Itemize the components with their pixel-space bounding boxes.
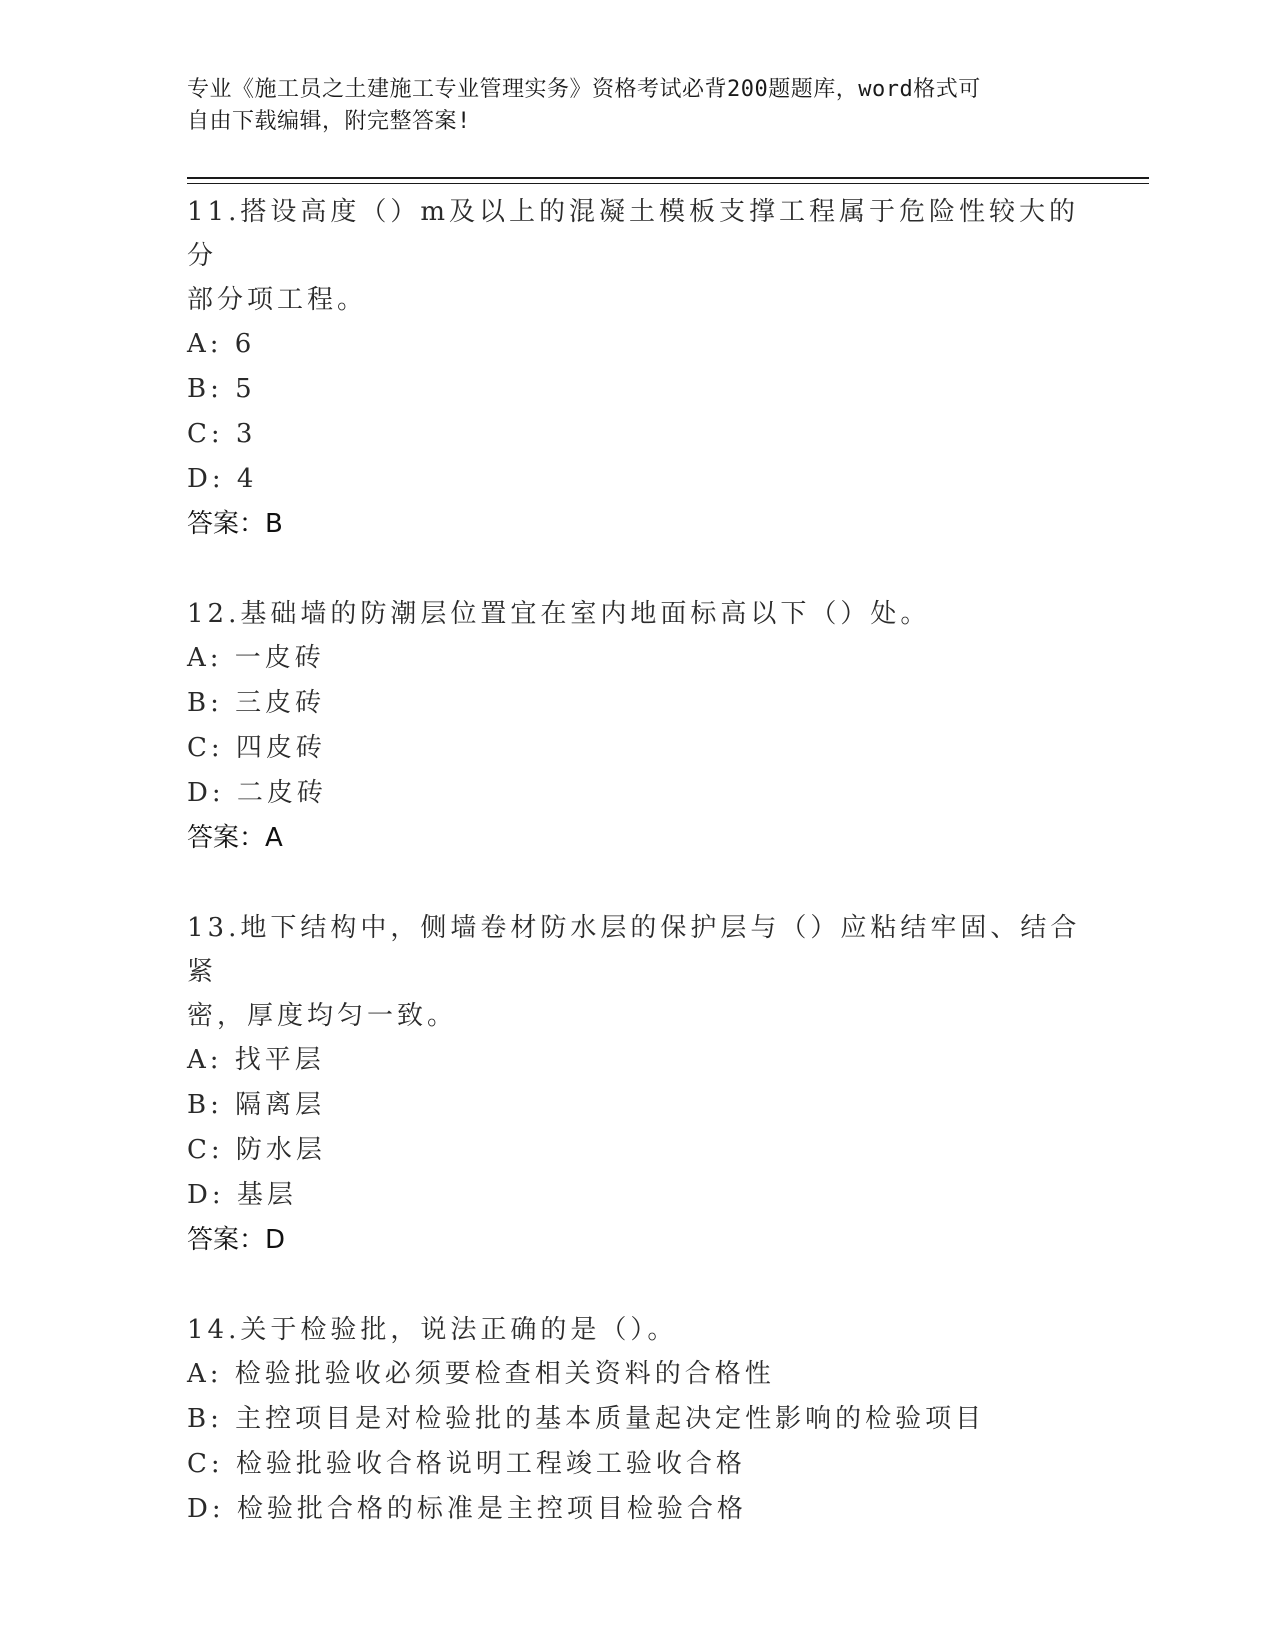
header-divider-thick: [187, 177, 1149, 179]
answer: 答案：A: [187, 823, 283, 853]
header-divider-thin: [187, 183, 1149, 184]
option-c: C: 3: [187, 419, 257, 449]
question-spacer: [187, 546, 1087, 592]
header-line-1: 专业《施工员之土建施工专业管理实务》资格考试必背200题题库，word格式可: [187, 77, 981, 102]
option-b: B: 隔离层: [187, 1090, 326, 1120]
option-b: B: 5: [187, 374, 256, 404]
question-list: [187, 190, 1087, 1532]
question-stem-line-1: 14.关于检验批，说法正确的是（）。: [187, 1315, 678, 1345]
option-a: A: 一皮砖: [187, 643, 325, 673]
question-13: [187, 906, 1087, 1262]
document-header: [187, 74, 1067, 138]
header-line-2: 自由下载编辑，附完整答案!: [187, 109, 471, 134]
question-stem-line-1: 12.基础墙的防潮层位置宜在室内地面标高以下（）处。: [187, 599, 931, 629]
question-stem-line-2: 密，厚度均匀一致。: [187, 1001, 458, 1031]
option-d: D: 4: [187, 464, 258, 494]
answer: 答案：D: [187, 1225, 286, 1255]
option-c: C: 防水层: [187, 1135, 326, 1165]
question-11: [187, 190, 1087, 546]
option-d: D: 基层: [187, 1180, 297, 1210]
option-d: D: 二皮砖: [187, 778, 327, 808]
question-14: [187, 1308, 1087, 1532]
question-spacer: [187, 860, 1087, 906]
option-c: C: 检验批验收合格说明工程竣工验收合格: [187, 1449, 746, 1479]
option-a: A: 6: [187, 329, 256, 359]
option-a: A: 检验批验收必须要检查相关资料的合格性: [187, 1359, 775, 1389]
question-stem-line-1: 11.搭设高度（）m及以上的混凝土模板支撑工程属于危险性较大的分: [187, 197, 1080, 271]
question-stem-line-1: 13.地下结构中，侧墙卷材防水层的保护层与（）应粘结牢固、结合紧: [187, 913, 1081, 987]
option-c: C: 四皮砖: [187, 733, 326, 763]
question-spacer: [187, 1262, 1087, 1308]
option-b: B: 三皮砖: [187, 688, 326, 718]
answer: 答案：B: [187, 509, 283, 539]
option-d: D: 检验批合格的标准是主控项目检验合格: [187, 1494, 747, 1524]
option-a: A: 找平层: [187, 1045, 325, 1075]
option-b: B: 主控项目是对检验批的基本质量起决定性影响的检验项目: [187, 1404, 986, 1434]
question-stem-line-2: 部分项工程。: [187, 285, 368, 315]
question-12: [187, 592, 1087, 860]
